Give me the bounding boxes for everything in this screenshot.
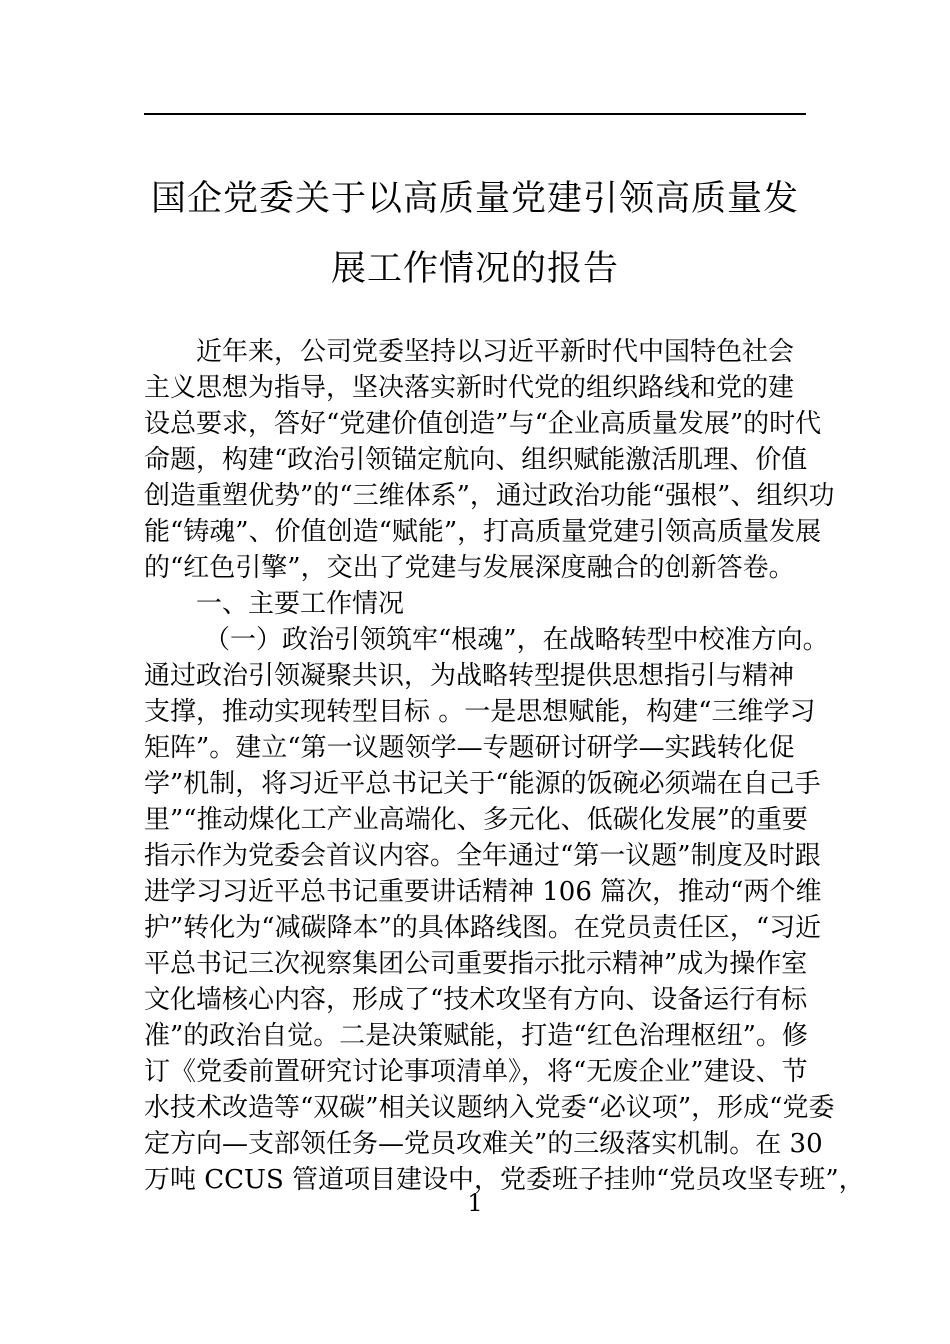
body-line: 里”“推动煤化工产业高端化、多元化、低碳化发展”的重要 [144,805,808,835]
section-heading: 一、主要工作情况 [196,589,405,619]
title-line-1: 国企党委关于以高质量党建引领高质量发 [150,179,799,219]
body-line: 文化墙核心内容，形成了“技术攻坚有方向、设备运行有标 [144,985,808,1015]
body-line: 通过政治引领凝聚共识，为战略转型提供思想指引与精神 [144,661,795,691]
body-line: 护”转化为“减碳降本”的具体路线图。在党员责任区，“习近 [144,913,822,943]
body-line: 支撑，推动实现转型目标 。一是思想赋能，构建“三维学习 [144,697,816,727]
body-line: 订《党委前置研究讨论事项清单》，将“无废企业”建设、节 [144,1057,808,1087]
subsection-heading: （一）政治引领筑牢“根魂”，在战略转型中校准方向。 [204,625,829,655]
body-line: 命题，构建“政治引领锚定航向、组织赋能激活肌理、价值 [144,445,808,475]
body-line: 进学习习近平总书记重要讲话精神 106 篇次，推动“两个维 [144,877,822,907]
body-line: 矩阵”。建立“第一议题领学—专题研讨研学—实践转化促 [144,733,795,763]
body-line: 主义思想为指导，坚决落实新时代党的组织路线和党的建 [144,373,795,403]
body-line: 平总书记三次视察集团公司重要指示批示精神”成为操作室 [144,949,808,979]
body-line: 指示作为党委会首议内容。全年通过“第一议题”制度及时跟 [144,841,821,871]
document-body [144,334,865,1198]
body-line: 准”的政治自觉。二是决策赋能，打造“红色治理枢纽”。修 [144,1021,808,1051]
body-line: 水技术改造等“双碳”相关议题纳入党委“必议项”，形成“党委 [144,1093,835,1123]
page-number: 1 [467,1189,483,1217]
header-rule [144,113,806,115]
body-line: 设总要求，答好“党建价值创造”与“企业高质量发展”的时代 [144,409,822,439]
document-title [144,164,806,304]
body-line: 定方向—支部领任务—党员攻难关”的三级落实机制。在 30 [144,1129,823,1159]
title-line-2: 展工作情况的报告 [330,249,619,289]
body-line: 万吨 CCUS 管道项目建设中，党委班子挂帅“党员攻坚专班”， [144,1165,865,1195]
body-line: 近年来，公司党委坚持以习近平新时代中国特色社会 [196,337,795,367]
body-line: 学”机制，将习近平总书记关于“能源的饭碗必须端在自己手 [144,769,821,799]
body-line: 的“红色引擎”，交出了党建与发展深度融合的创新答卷。 [144,553,795,583]
body-line: 能“铸魂”、价值创造“赋能”，打高质量党建引领高质量发展 [144,517,822,547]
body-line: 创造重塑优势”的“三维体系”，通过政治功能“强根”、组织功 [144,481,835,511]
